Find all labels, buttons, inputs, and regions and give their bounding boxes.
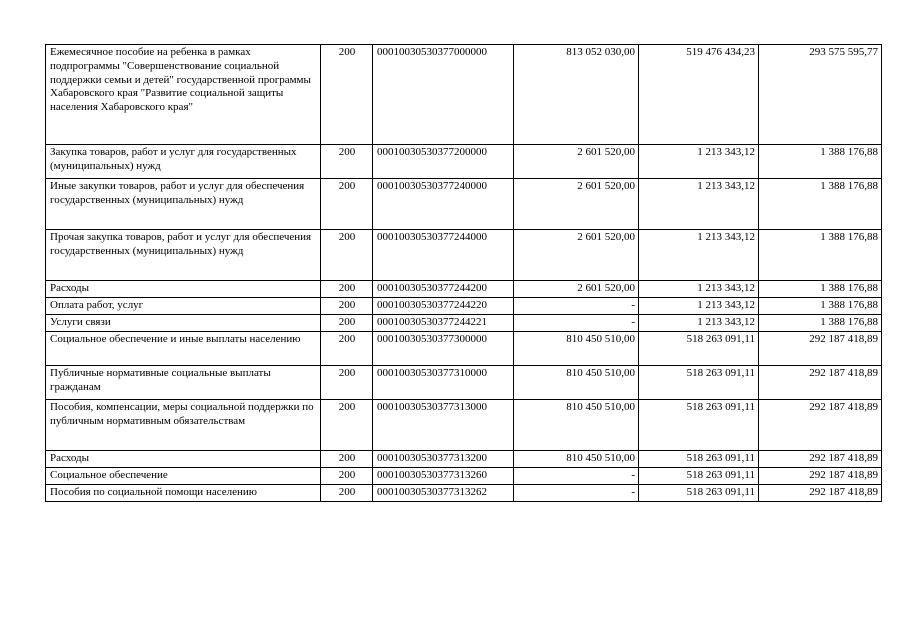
row-approved: 810 450 510,00 bbox=[514, 451, 639, 468]
row-unexecuted: 292 187 418,89 bbox=[759, 485, 882, 502]
row-executed: 1 213 343,12 bbox=[639, 230, 759, 281]
row-approved: 2 601 520,00 bbox=[514, 145, 639, 179]
row-line-code: 200 bbox=[321, 468, 373, 485]
row-unexecuted: 1 388 176,88 bbox=[759, 145, 882, 179]
row-approved: 810 450 510,00 bbox=[514, 366, 639, 400]
table-row bbox=[46, 315, 882, 332]
row-line-code: 200 bbox=[321, 230, 373, 281]
row-approved: - bbox=[514, 298, 639, 315]
row-line-code: 200 bbox=[321, 400, 373, 451]
table-row bbox=[46, 485, 882, 502]
row-name: Прочая закупка товаров, работ и услуг для обеспечения государственных (муниципальных) нужд bbox=[46, 230, 321, 281]
row-executed: 1 213 343,12 bbox=[639, 298, 759, 315]
table-row bbox=[46, 332, 882, 366]
row-name: Расходы bbox=[46, 281, 321, 298]
row-name: Ежемесячное пособие на ребенка в рамках подпрограммы "Совершенствование социальной поддержки семьи и детей" государственной программы Хабаровского края "Развитие социальной защиты населения Хабаровского края" bbox=[46, 45, 321, 145]
table-row bbox=[46, 45, 882, 145]
row-budget-code: 00010030530377313262 bbox=[373, 485, 514, 502]
row-name: Пособия по социальной помощи населению bbox=[46, 485, 321, 502]
row-approved: 2 601 520,00 bbox=[514, 281, 639, 298]
row-line-code: 200 bbox=[321, 315, 373, 332]
row-line-code: 200 bbox=[321, 332, 373, 366]
row-line-code: 200 bbox=[321, 366, 373, 400]
table-row bbox=[46, 145, 882, 179]
row-line-code: 200 bbox=[321, 451, 373, 468]
row-approved: 810 450 510,00 bbox=[514, 400, 639, 451]
row-line-code: 200 bbox=[321, 298, 373, 315]
row-unexecuted: 1 388 176,88 bbox=[759, 179, 882, 230]
table-row bbox=[46, 366, 882, 400]
row-line-code: 200 bbox=[321, 145, 373, 179]
table-row bbox=[46, 230, 882, 281]
row-executed: 518 263 091,11 bbox=[639, 485, 759, 502]
row-approved: - bbox=[514, 315, 639, 332]
row-approved: - bbox=[514, 485, 639, 502]
row-executed: 518 263 091,11 bbox=[639, 366, 759, 400]
row-approved: 2 601 520,00 bbox=[514, 230, 639, 281]
table-row bbox=[46, 468, 882, 485]
row-name: Социальное обеспечение bbox=[46, 468, 321, 485]
row-name: Оплата работ, услуг bbox=[46, 298, 321, 315]
row-name: Публичные нормативные социальные выплаты гражданам bbox=[46, 366, 321, 400]
budget-execution-table bbox=[45, 44, 882, 502]
row-unexecuted: 292 187 418,89 bbox=[759, 366, 882, 400]
row-executed: 518 263 091,11 bbox=[639, 332, 759, 366]
row-executed: 518 263 091,11 bbox=[639, 468, 759, 485]
row-budget-code: 00010030530377244200 bbox=[373, 281, 514, 298]
row-approved: - bbox=[514, 468, 639, 485]
row-unexecuted: 292 187 418,89 bbox=[759, 468, 882, 485]
row-name: Расходы bbox=[46, 451, 321, 468]
row-budget-code: 00010030530377310000 bbox=[373, 366, 514, 400]
row-unexecuted: 1 388 176,88 bbox=[759, 281, 882, 298]
row-line-code: 200 bbox=[321, 485, 373, 502]
row-budget-code: 00010030530377244221 bbox=[373, 315, 514, 332]
row-name: Социальное обеспечение и иные выплаты населению bbox=[46, 332, 321, 366]
row-executed: 518 263 091,11 bbox=[639, 400, 759, 451]
row-name: Иные закупки товаров, работ и услуг для обеспечения государственных (муниципальных) нужд bbox=[46, 179, 321, 230]
row-unexecuted: 1 388 176,88 bbox=[759, 315, 882, 332]
row-line-code: 200 bbox=[321, 179, 373, 230]
table-row bbox=[46, 298, 882, 315]
row-unexecuted: 1 388 176,88 bbox=[759, 298, 882, 315]
row-approved: 2 601 520,00 bbox=[514, 179, 639, 230]
row-unexecuted: 292 187 418,89 bbox=[759, 400, 882, 451]
table-row bbox=[46, 451, 882, 468]
row-executed: 519 476 434,23 bbox=[639, 45, 759, 145]
row-budget-code: 00010030530377244000 bbox=[373, 230, 514, 281]
row-executed: 518 263 091,11 bbox=[639, 451, 759, 468]
table-row bbox=[46, 179, 882, 230]
row-unexecuted: 293 575 595,77 bbox=[759, 45, 882, 145]
row-budget-code: 00010030530377313000 bbox=[373, 400, 514, 451]
row-name: Пособия, компенсации, меры социальной поддержки по публичным нормативным обязательствам bbox=[46, 400, 321, 451]
row-budget-code: 00010030530377000000 bbox=[373, 45, 514, 145]
row-name: Закупка товаров, работ и услуг для государственных (муниципальных) нужд bbox=[46, 145, 321, 179]
row-budget-code: 00010030530377300000 bbox=[373, 332, 514, 366]
row-executed: 1 213 343,12 bbox=[639, 179, 759, 230]
table-row bbox=[46, 400, 882, 451]
row-budget-code: 00010030530377244220 bbox=[373, 298, 514, 315]
table-row bbox=[46, 281, 882, 298]
row-unexecuted: 292 187 418,89 bbox=[759, 332, 882, 366]
row-executed: 1 213 343,12 bbox=[639, 315, 759, 332]
row-budget-code: 00010030530377240000 bbox=[373, 179, 514, 230]
row-line-code: 200 bbox=[321, 45, 373, 145]
row-approved: 813 052 030,00 bbox=[514, 45, 639, 145]
row-executed: 1 213 343,12 bbox=[639, 145, 759, 179]
row-budget-code: 00010030530377313200 bbox=[373, 451, 514, 468]
row-unexecuted: 1 388 176,88 bbox=[759, 230, 882, 281]
row-line-code: 200 bbox=[321, 281, 373, 298]
row-unexecuted: 292 187 418,89 bbox=[759, 451, 882, 468]
row-budget-code: 00010030530377313260 bbox=[373, 468, 514, 485]
row-budget-code: 00010030530377200000 bbox=[373, 145, 514, 179]
row-name: Услуги связи bbox=[46, 315, 321, 332]
row-approved: 810 450 510,00 bbox=[514, 332, 639, 366]
row-executed: 1 213 343,12 bbox=[639, 281, 759, 298]
